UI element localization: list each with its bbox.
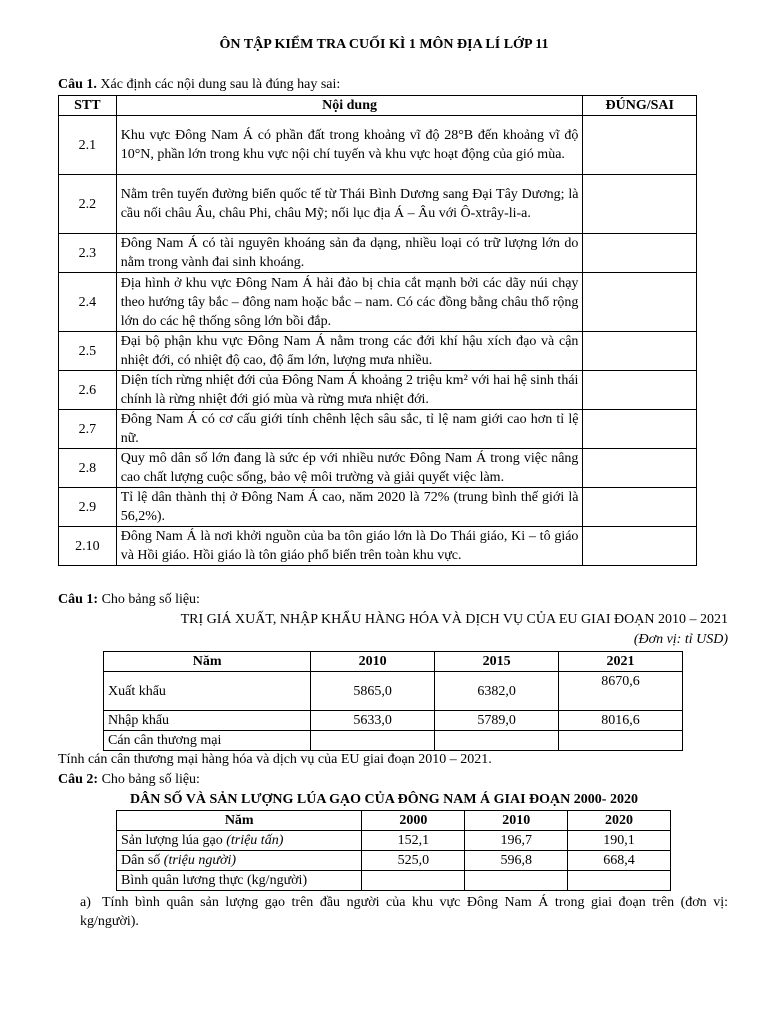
row-unit: (triệu tấn) (226, 833, 284, 848)
row-label-text: Dân số (121, 853, 164, 868)
table-header-row (117, 811, 671, 831)
header-2000: 2000 (362, 811, 465, 831)
answer-cell[interactable] (583, 410, 697, 449)
trade-table-title: TRỊ GIÁ XUẤT, NHẬP KHẨU HÀNG HÓA VÀ DỊCH VỤ CỦA EU GIAI ĐOẠN 2010 – 2021 (180, 612, 728, 627)
table-row (117, 851, 671, 871)
cell-value: 196,7 (465, 831, 568, 851)
row-number: 2.3 (59, 234, 117, 273)
row-label (117, 871, 362, 891)
question-3-heading (58, 772, 200, 788)
header-2015: 2015 (435, 652, 559, 672)
page-title: ÔN TẬP KIỂM TRA CUỐI KÌ 1 MÔN ĐỊA LÍ LỚP 11 (219, 37, 549, 52)
header-2010: 2010 (465, 811, 568, 831)
table-header-row (104, 652, 683, 672)
table-row (59, 449, 697, 488)
row-content: Đông Nam Á có cơ cấu giới tính chênh lệch sâu sắc, tỉ lệ nam giới cao hơn tỉ lệ nữ. (116, 410, 583, 449)
table-row (117, 831, 671, 851)
question-2-heading (58, 592, 200, 608)
row-number: 2.7 (59, 410, 117, 449)
table-row (104, 672, 683, 711)
cell-value (311, 731, 435, 751)
cell-value (435, 731, 559, 751)
header-2020: 2020 (568, 811, 671, 831)
cell-value: 5633,0 (311, 711, 435, 731)
cell-value: 8670,6 (559, 672, 683, 711)
answer-cell[interactable] (583, 116, 697, 175)
question-1-label: Câu 1. (58, 77, 97, 92)
table-row (59, 175, 697, 234)
cell-value: 668,4 (568, 851, 671, 871)
header-stt: STT (59, 96, 117, 116)
question-1-heading (58, 77, 340, 93)
row-number: 2.9 (59, 488, 117, 527)
cell-value: 8016,6 (559, 711, 683, 731)
row-number: 2.5 (59, 332, 117, 371)
header-content: Nội dung (116, 96, 583, 116)
row-content: Tỉ lệ dân thành thị ở Đông Nam Á cao, năm 2020 là 72% (trung bình thế giới là 56,2%). (116, 488, 583, 527)
question-3-text: Cho bảng số liệu: (98, 772, 200, 787)
answer-cell[interactable] (583, 332, 697, 371)
cell-value: 5865,0 (311, 672, 435, 711)
cell-value (568, 871, 671, 891)
row-content: Khu vực Đông Nam Á có phần đất trong khoảng vĩ độ 28°B đến khoảng vĩ độ 10°N, phần lớn trong khu vực nội chí tuyến và khu vực hoạt động của gió mùa. (116, 116, 583, 175)
row-number: 2.6 (59, 371, 117, 410)
row-number: 2.1 (59, 116, 117, 175)
row-label: Xuất khẩu (104, 672, 311, 711)
header-2021: 2021 (559, 652, 683, 672)
row-label (117, 851, 362, 871)
cell-value (465, 871, 568, 891)
answer-cell[interactable] (583, 175, 697, 234)
question-2-task: Tính cán cân thương mại hàng hóa và dịch vụ của EU giai đoạn 2010 – 2021. (58, 752, 492, 767)
cell-value: 525,0 (362, 851, 465, 871)
rice-table-title: DÂN SỐ VÀ SẢN LƯỢNG LÚA GẠO CỦA ĐÔNG NAM Á GIAI ĐOẠN 2000- 2020 (130, 792, 638, 807)
table-row (59, 488, 697, 527)
question-3-task (80, 893, 728, 931)
header-year: Năm (104, 652, 311, 672)
answer-cell[interactable] (583, 371, 697, 410)
row-label: Cán cân thương mại (104, 731, 311, 751)
cell-value: 152,1 (362, 831, 465, 851)
question-2-text: Cho bảng số liệu: (98, 592, 200, 607)
table-row (104, 711, 683, 731)
header-answer: ĐÚNG/SAI (583, 96, 697, 116)
table-row (59, 116, 697, 175)
question-3-label: Câu 2: (58, 772, 99, 787)
row-number: 2.8 (59, 449, 117, 488)
trade-table-unit: (Đơn vị: tỉ USD) (633, 632, 728, 647)
row-content: Đại bộ phận khu vực Đông Nam Á nằm trong các đới khí hậu xích đạo và cận nhiệt đới, có nhiệt độ cao, độ ẩm lớn, lượng mưa nhiều. (116, 332, 583, 371)
question-2-label: Câu 1: (58, 592, 99, 607)
table-row (59, 371, 697, 410)
cell-value: 6382,0 (435, 672, 559, 711)
cell-value (559, 731, 683, 751)
trade-table (103, 651, 683, 751)
cell-value: 5789,0 (435, 711, 559, 731)
true-false-table (58, 95, 697, 566)
answer-cell[interactable] (583, 527, 697, 566)
row-content: Địa hình ở khu vực Đông Nam Á hải đảo bị chia cắt mạnh bởi các dãy núi chạy theo hướng tây bắc – đông nam hoặc bắc – nam. Có các đồng bằng châu thổ rộng lớn do các hệ thống sông lớn bồi đắp. (116, 273, 583, 332)
table-row (59, 527, 697, 566)
row-content: Đông Nam Á là nơi khởi nguồn của ba tôn giáo lớn là Do Thái giáo, Ki – tô giáo và Hồi giáo. Hồi giáo là tôn giáo phổ biến trên toàn khu vực. (116, 527, 583, 566)
row-content: Quy mô dân số lớn đang là sức ép với nhiều nước Đông Nam Á trong việc nâng cao chất lượng cuộc sống, bảo vệ môi trường và giải quyết việc làm. (116, 449, 583, 488)
rice-table (116, 810, 671, 891)
table-row (117, 871, 671, 891)
answer-cell[interactable] (583, 234, 697, 273)
row-content: Diện tích rừng nhiệt đới của Đông Nam Á khoảng 2 triệu km² với hai hệ sinh thái chính là rừng nhiệt đới gió mùa và rừng mưa nhiệt đới. (116, 371, 583, 410)
row-number: 2.10 (59, 527, 117, 566)
header-2010: 2010 (311, 652, 435, 672)
row-label-text: Bình quân lương thực (kg/người) (121, 873, 308, 888)
table-header-row (59, 96, 697, 116)
row-content: Nằm trên tuyến đường biển quốc tế từ Thái Bình Dương sang Đại Tây Dương; là cầu nối châu Âu, châu Phi, châu Mỹ; nối lục địa Á – Âu với Ô-xtrây-li-a. (116, 175, 583, 234)
row-content: Đông Nam Á có tài nguyên khoáng sản đa dạng, nhiều loại có trữ lượng lớn do nằm trong vành đai sinh khoáng. (116, 234, 583, 273)
question-1-text: Xác định các nội dung sau là đúng hay sai: (96, 77, 341, 92)
task-label: a) (80, 895, 91, 910)
cell-value: 596,8 (465, 851, 568, 871)
task-text: Tính bình quân sản lượng gạo trên đầu người của khu vực Đông Nam Á trong giai đoạn trên (đơn vị: kg/người). (80, 895, 728, 929)
table-row (59, 234, 697, 273)
table-row (59, 273, 697, 332)
table-row (104, 731, 683, 751)
row-label-text: Sản lượng lúa gạo (121, 833, 227, 848)
cell-value (362, 871, 465, 891)
row-number: 2.4 (59, 273, 117, 332)
table-row (59, 332, 697, 371)
answer-cell[interactable] (583, 449, 697, 488)
cell-value: 190,1 (568, 831, 671, 851)
header-year: Năm (117, 811, 362, 831)
row-unit: (triệu người) (163, 853, 237, 868)
answer-cell[interactable] (583, 488, 697, 527)
row-label (117, 831, 362, 851)
row-number: 2.2 (59, 175, 117, 234)
row-label: Nhập khẩu (104, 711, 311, 731)
answer-cell[interactable] (583, 273, 697, 332)
table-row (59, 410, 697, 449)
